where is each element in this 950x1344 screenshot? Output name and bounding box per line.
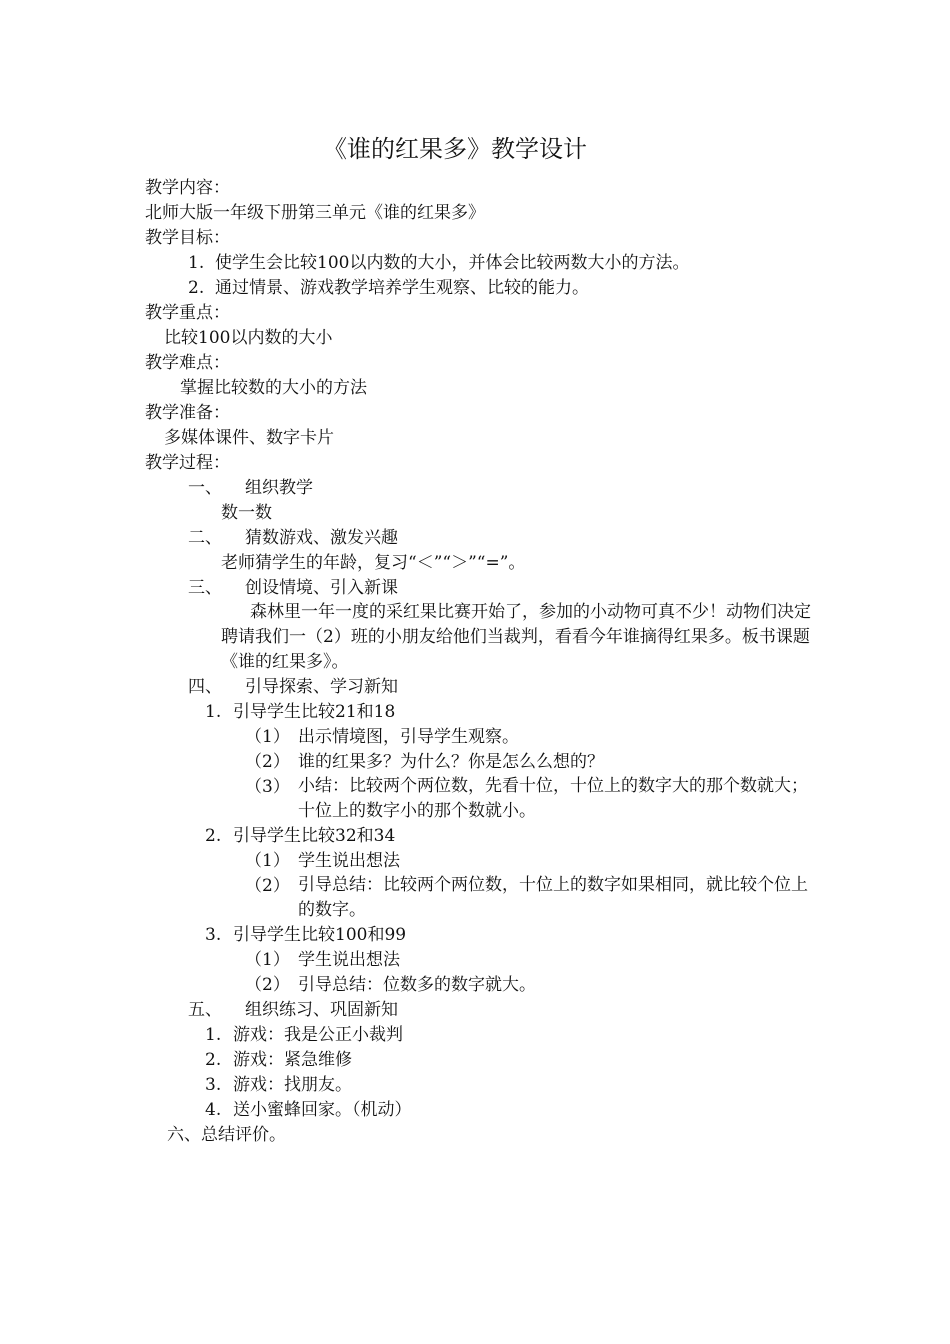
section-4-title: 引导探索、学习新知 [245,677,398,697]
part-3-item-1-num: （1） [245,950,290,970]
key-point-text: 比较100以内数的大小 [164,328,333,348]
practice-item-2-text: 游戏：紧急维修 [233,1050,352,1070]
part-1-item-1-text: 出示情境图，引导学生观察。 [298,727,519,747]
part-3-title: 引导学生比较100和99 [233,925,407,945]
section-3-text: 森林里一年一度的采红果比赛开始了，参加的小动物可真不少！动物们决定聘请我们一（2）班的小朋友给他们当裁判，看看今年谁摘得红果多。板书课题《谁的红果多》。 [221,602,811,672]
key-point-label: 教学重点： [145,303,230,323]
practice-item-3-text: 游戏：找朋友。 [233,1075,352,1095]
part-3-item-2-text: 引导总结：位数多的数字就大。 [298,975,536,995]
section-3-num: 三、 [188,578,222,598]
section-6-text: 六、总结评价。 [167,1125,286,1145]
section-3-title: 创设情境、引入新课 [245,578,398,598]
section-2-num: 二、 [188,528,222,548]
practice-item-1-text: 游戏：我是公正小裁判 [233,1025,403,1045]
practice-item-1-num: 1. [205,1025,222,1045]
practice-item-4-num: 4. [205,1100,222,1120]
section-1-text: 数一数 [221,503,272,523]
part-3-num: 3. [205,925,222,945]
part-3-item-1-text: 学生说出想法 [298,950,400,970]
practice-item-2-num: 2. [205,1050,222,1070]
part-1-item-1-num: （1） [245,727,290,747]
goals-label: 教学目标： [145,228,230,248]
difficulty-text: 掌握比较数的大小的方法 [180,378,367,398]
goal-item-2-num: 2. [188,278,205,298]
part-1-item-2-num: （2） [245,752,290,772]
section-4-num: 四、 [188,677,222,697]
part-1-num: 1. [205,702,222,722]
prep-label: 教学准备： [145,403,230,423]
part-1-item-3-text: 小结：比较两个两位数，先看十位，十位上的数字大的那个数就大；十位上的数字小的那个数就小。 [298,776,808,821]
section-5-num: 五、 [188,1000,222,1020]
part-1-item-3-num: （3） [245,777,290,797]
section-5-title: 组织练习、巩固新知 [245,1000,398,1020]
prep-text: 多媒体课件、数字卡片 [164,428,334,448]
section-1-title: 组织教学 [245,478,313,498]
section-1-num: 一、 [188,478,222,498]
difficulty-label: 教学难点： [145,353,230,373]
goal-item-1-text: 使学生会比较100以内数的大小，并体会比较两数大小的方法。 [215,253,690,273]
part-2-num: 2. [205,826,222,846]
part-2-title: 引导学生比较32和34 [233,826,396,846]
process-label: 教学过程： [145,453,230,473]
section-2-text: 老师猜学生的年龄，复习“＜”“＞”“=”。 [221,553,526,573]
part-2-item-2-text: 引导总结：比较两个两位数，十位上的数字如果相同，就比较个位上的数字。 [298,875,808,920]
content-label: 教学内容： [145,178,230,198]
part-2-item-1-num: （1） [245,851,290,871]
goal-item-2-text: 通过情景、游戏教学培养学生观察、比较的能力。 [215,278,589,298]
section-2-title: 猜数游戏、激发兴趣 [245,528,398,548]
part-2-item-1-text: 学生说出想法 [298,851,400,871]
part-3-item-2-num: （2） [245,975,290,995]
part-1-title: 引导学生比较21和18 [233,702,396,722]
content-text: 北师大版一年级下册第三单元《谁的红果多》 [145,203,485,223]
part-1-item-2-text: 谁的红果多？为什么？你是怎么么想的？ [298,752,604,772]
part-2-item-2-num: （2） [245,876,290,896]
goal-item-1-num: 1. [188,253,205,273]
practice-item-4-text: 送小蜜蜂回家。（机动） [233,1100,412,1120]
practice-item-3-num: 3. [205,1075,222,1095]
document-title: 《谁的红果多》教学设计 [323,135,587,163]
